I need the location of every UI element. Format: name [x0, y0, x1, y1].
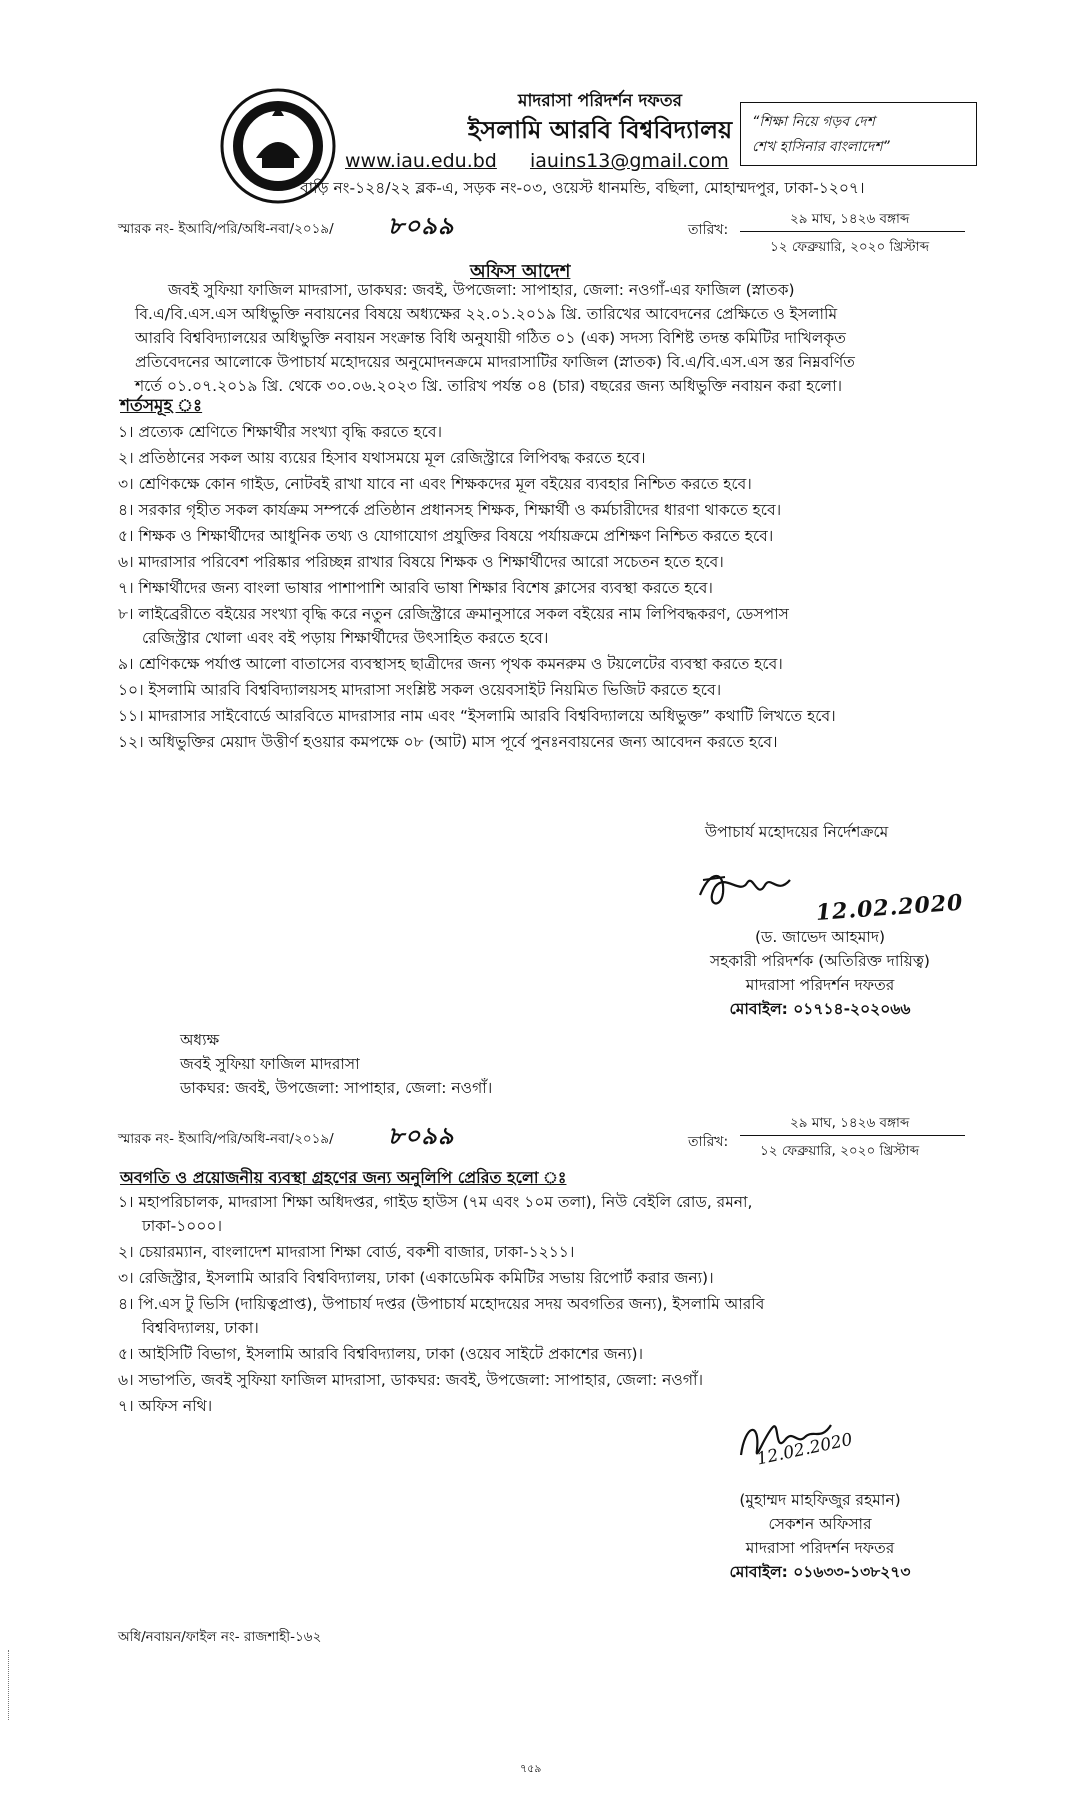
signatory-designation: সেকশন অফিসার — [768, 1515, 872, 1533]
scan-artifact — [8, 1650, 11, 1720]
date-label: তারিখ: — [688, 1134, 729, 1150]
signatory-office: মাদরাসা পরিদর্শন দফতর — [745, 976, 895, 994]
copy-item: ৬। সভাপতি, জবই সুফিয়া ফাজিল মাদরাসা, ডাকঘর: জবই, উপজেলা: সাপাহার, জেলা: নওগাঁ। — [118, 1371, 704, 1389]
website-link[interactable]: www.iau.edu.bd — [345, 150, 497, 172]
instruction-line: উপাচার্য মহোদয়ের নির্দেশক্রমে — [705, 823, 889, 841]
memo-handwritten-number: ৮০৯৯ — [388, 1121, 455, 1150]
conditions-heading: শর্তসমূহ ঃ — [120, 396, 203, 416]
condition-item: ১১। মাদরাসার সাইবোর্ডে আরবিতে মাদরাসার নাম এবং “ইসলামি আরবি বিশ্ববিদ্যালয়ে অধিভুক্ত” কথাটি লিখতে হবে। — [118, 707, 836, 725]
copy-item: ২। চেয়ারম্যান, বাংলাদেশ মাদরাসা শিক্ষা বোর্ড, বকশী বাজার, ঢাকা-১২১১। — [118, 1243, 575, 1261]
condition-item: ৫। শিক্ষক ও শিক্ষার্থীদের আধুনিক তথ্য ও যোগাযোগ প্রযুক্তির বিষয়ে পর্যায়ক্রমে প্রশিক্ষণ নিশ্চিত করতে হবে। — [118, 527, 774, 545]
memo-handwritten-number: ৮০৯৯ — [388, 211, 455, 240]
signatory-mobile: মোবাইল: ০১৭১৪-২০২০৬৬ — [729, 1000, 911, 1018]
date-gregorian: ১২ ফেব্রুয়ারি, ২০২০ খ্রিস্টাব্দ — [770, 239, 930, 255]
email-link[interactable]: iauins13@gmail.com — [530, 150, 729, 172]
recipient-line: জবই সুফিয়া ফাজিল মাদরাসা — [180, 1055, 360, 1073]
copy-item-continuation: ঢাকা-১০০০। — [142, 1217, 223, 1235]
order-line: প্রতিবেদনের আলোকে উপাচার্য মহোদয়ের অনুমোদনক্রমে মাদরাসাটির ফাজিল (স্নাতক) বি.এ/বি.এস.এস স্তর নিম্নবর্ণিত — [135, 353, 855, 371]
order-line: জবই সুফিয়া ফাজিল মাদরাসা, ডাকঘর: জবই, উপজেলা: সাপাহার, জেলা: নওগাঁ-এর ফাজিল (স্নাতক) — [168, 281, 795, 299]
condition-item: ৪। সরকার গৃহীত সকল কার্যক্রম সম্পর্কে প্রতিষ্ঠান প্রধানসহ শিক্ষক, শিক্ষার্থী ও কর্মচারীদের ধারণা থাকতে হবে। — [118, 501, 782, 519]
copy-item-continuation: বিশ্ববিদ্যালয়, ঢাকা। — [142, 1319, 259, 1337]
date-label: তারিখ: — [688, 222, 729, 238]
date-divider — [740, 1135, 965, 1136]
copy-item: ৫। আইসিটি বিভাগ, ইসলামি আরবি বিশ্ববিদ্যালয়, ঢাকা (ওয়েব সাইটে প্রকাশের জন্য)। — [118, 1345, 644, 1363]
copy-item: ৭। অফিস নথি। — [118, 1397, 213, 1415]
order-line: আরবি বিশ্ববিদ্যালয়ের অধিভুক্তি নবায়ন সংক্রান্ত বিধি অনুযায়ী গঠিত ০১ (এক) সদস্য বিশিষ্ট তদন্ত কমিটির দাখিলকৃত — [135, 329, 846, 347]
signature-mark — [695, 865, 795, 915]
condition-item: ৩। শ্রেণিকক্ষে কোন গাইড, নোটবই রাখা যাবে না এবং শিক্ষকদের মূল বইয়ের ব্যবহার নিশ্চিত করতে হবে। — [118, 475, 752, 493]
memo-number-label: স্মারক নং- ইআবি/পরি/অধি-নবা/২০১৯/ — [118, 221, 334, 237]
file-number: অধি/নবায়ন/ফাইল নং- রাজশাহী-১৬২ — [118, 1629, 322, 1645]
university-name: ইসলামি আরবি বিশ্ববিদ্যালয় — [467, 116, 733, 144]
recipient-line: অধ্যক্ষ — [180, 1031, 220, 1049]
memo-number-label: স্মারক নং- ইআবি/পরি/অধি-নবা/২০১৯/ — [118, 1131, 334, 1147]
condition-item: ২। প্রতিষ্ঠানের সকল আয় ব্যয়ের হিসাব যথাসময়ে মূল রেজিস্ট্রারে লিপিবদ্ধ করতে হবে। — [118, 449, 646, 467]
signatory-name: (ড. জাভেদ আহমাদ) — [754, 928, 886, 946]
copy-item: ১। মহাপরিচালক, মাদরাসা শিক্ষা অধিদপ্তর, গাইড হাউস (৭ম এবং ১০ম তলা), নিউ বেইলি রোড, রমনা, — [118, 1193, 753, 1211]
order-paragraph — [135, 278, 975, 398]
condition-item: ১। প্রত্যেক শ্রেণিতে শিক্ষার্থীর সংখ্যা বৃদ্ধি করতে হবে। — [118, 423, 443, 441]
signature-date: 12.02.2020 — [815, 889, 965, 926]
order-line: বি.এ/বি.এস.এস অধিভুক্তি নবায়নের বিষয়ে অধ্যক্ষের ২২.০১.২০১৯ খ্রি. তারিখের আবেদনের প্রেক্ষিতে ও ইসলামি — [135, 305, 838, 323]
condition-item: ৯। শ্রেণিকক্ষে পর্যাপ্ত আলো বাতাসের ব্যবস্থাসহ ছাত্রীদের জন্য পৃথক কমনরুম ও টয়লেটের ব্যবস্থা করতে হবে। — [118, 655, 783, 673]
condition-item: ৮। লাইব্রেরীতে বইয়ের সংখ্যা বৃদ্ধি করে নতুন রেজিস্ট্রারে ক্রমানুসারে সকল বইয়ের নাম লিপিবদ্ধকরণ, ডেসপাস — [118, 605, 789, 623]
date-bangla: ২৯ মাঘ, ১৪২৬ বঙ্গাব্দ — [790, 211, 910, 227]
signatory-office: মাদরাসা পরিদর্শন দফতর — [745, 1539, 895, 1557]
page-number: ৭৫৯ — [520, 1762, 542, 1775]
order-title: অফিস আদেশ — [470, 261, 571, 282]
condition-item: ৬। মাদরাসার পরিবেশ পরিষ্কার পরিচ্ছন্ন রাখার বিষয়ে শিক্ষক ও শিক্ষার্থীদের আরো সচেতন হতে হবে। — [118, 553, 724, 571]
signatory-mobile: মোবাইল: ০১৬৩৩-১৩৮২৭৩ — [729, 1563, 911, 1581]
condition-item: ১০। ইসলামি আরবি বিশ্ববিদ্যালয়সহ মাদরাসা সংশ্লিষ্ট সকল ওয়েবসাইট নিয়মিত ভিজিট করতে হবে। — [118, 681, 722, 699]
office-address: বাড়ি নং-১২৪/২২ ব্লক-এ, সড়ক নং-০৩, ওয়েস্ট ধানমন্ডি, বছিলা, মোহাম্মদপুর, ঢাকা-১২০৭। — [300, 179, 865, 197]
condition-item: ৭। শিক্ষার্থীদের জন্য বাংলা ভাষার পাশাপাশি আরবি ভাষা শিক্ষার বিশেষ ক্লাসের ব্যবস্থা করতে হবে। — [118, 579, 713, 597]
signature-date: 12.02.2020 — [755, 1429, 855, 1470]
signatory-block — [660, 925, 980, 1021]
date-divider — [740, 231, 965, 232]
signatory-name: (মুহাম্মদ মাহফিজুর রহমান) — [739, 1491, 901, 1509]
slogan-line-2: শেখ হাসিনার বাংলাদেশ” — [752, 139, 890, 155]
condition-item-continuation: রেজিস্ট্রার খোলা এবং বই পড়ায় শিক্ষার্থীদের উৎসাহিত করতে হবে। — [142, 629, 549, 647]
date-bangla: ২৯ মাঘ, ১৪২৬ বঙ্গাব্দ — [790, 1115, 910, 1131]
recipient-line: ডাকঘর: জবই, উপজেলা: সাপাহার, জেলা: নওগাঁ। — [180, 1079, 493, 1097]
office-name: মাদরাসা পরিদর্শন দফতর — [518, 91, 682, 111]
date-gregorian: ১২ ফেব্রুয়ারি, ২০২০ খ্রিস্টাব্দ — [760, 1143, 920, 1159]
copies-heading: অবগতি ও প্রয়োজনীয় ব্যবস্থা গ্রহণের জন্য অনুলিপি প্রেরিত হলো ঃ — [120, 1168, 567, 1187]
copy-item: ৩। রেজিস্ট্রার, ইসলামি আরবি বিশ্ববিদ্যালয়, ঢাকা (একাডেমিক কমিটির সভায় রিপোর্ট করার জন্য)। — [118, 1269, 714, 1287]
recipient-address — [180, 1028, 492, 1100]
signatory-block — [660, 1488, 980, 1584]
signatory-designation: সহকারী পরিদর্শক (অতিরিক্ত দায়িত্ব) — [710, 952, 930, 970]
order-line: শর্তে ০১.০৭.২০১৯ খ্রি. থেকে ৩০.০৬.২০২৩ খ্রি. তারিখ পর্যন্ত ০৪ (চার) বছরের জন্য অধিভুক্তি নবায়ন করা হলো। — [135, 377, 843, 395]
condition-item: ১২। অধিভুক্তির মেয়াদ উত্তীর্ণ হওয়ার কমপক্ষে ০৮ (আট) মাস পূর্বে পুনঃনবায়নের জন্য আবেদন করতে হবে। — [118, 733, 778, 751]
slogan-line-1: “শিক্ষা নিয়ে গড়ব দেশ — [752, 114, 875, 130]
copy-item: ৪। পি.এস টু ভিসি (দায়িত্বপ্রাপ্ত), উপাচার্য দপ্তর (উপাচার্য মহোদয়ের সদয় অবগতির জন্য), ইসলামি আরবি — [118, 1295, 765, 1313]
